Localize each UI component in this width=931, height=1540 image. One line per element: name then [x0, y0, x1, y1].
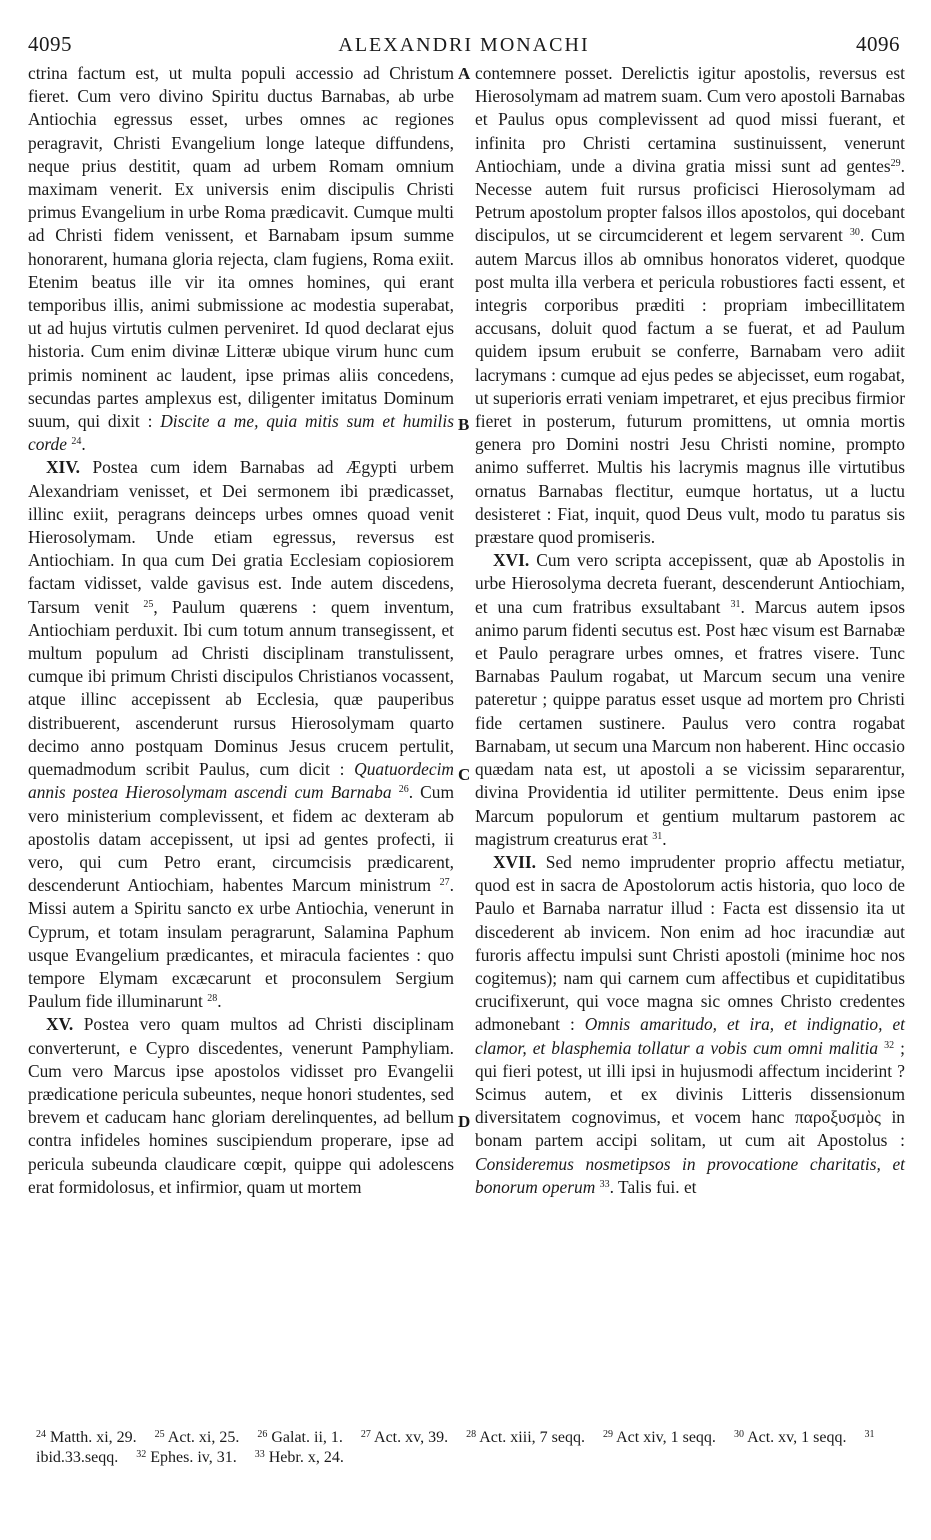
footnote-ref: 32 — [884, 1039, 895, 1051]
margin-marker-c: C — [458, 765, 471, 784]
paragraph: ctrina factum est, ut multa populi accessio ad Christum fieret. Cum vero divino Spiritu ductus Barnabas, ab urbe Antiochia egressus esset, urbes omnes ac regiones peragravit, Christi Evangelium longe lateque diffundens, neque prius destitit, quam ad urbem Romam omnium maximam venerit. Ex universis enim discipulis Christi primus Evangelium in urbe Roma prædicavit. Cumque multi ad Christi fidem venissent, et Barnabam ipsum summe honorarent, humana gloria rejecta, clam fugiens, Roma exiit. Etenim beatus ille vir ita omnes homines, qui erant temporibus illis, animi submissione ac modestia superabat, ut ad hujus virtutis culmen perveniret. Id quod declarat ejus historia. Cum enim divinæ Litteræ ubique virum hunc cum primis nominent ac laudent, ipse primas aliis concedens, secundas partes amplexus est, diligenter imitatus Dominum suum, qui dixit : Discite a me, quia mitis sum et humilis corde $^{24}$. — [28, 63, 454, 455]
footnote-ref: 29 — [890, 157, 901, 169]
footnote-ref: 31 — [730, 598, 741, 610]
section-number: XIV. — [46, 457, 80, 478]
section-xvii: XVII. Sed nemo imprudenter proprio affectu metiatur, quod est in sacra de Apostolorum actis historia, quo loco de Paulo et Barnaba narratur illud : Facta est dissensio ita ut discederent ab invicem. Non enim ad hoc iracundiæ aut furoris affectu impulsi sunt Christi apostoli (minime hoc nos cogitemus); nam qui carnem cum affectibus et cupiditatibus crucifixerunt, qui voce magna sic omnes Christo credentes admonebant : Omnis amaritudo, et ira, et indignatio, et clamor, et blasphemia tollatur a vobis cum omni malitia $^{32}$ ; qui fieri potest, ut illi ipsi in hujusmodi affectum inciderint ? Scimus autem, et ex divinis Litteris dissensionum diversitatem cognovimus, et vocem hanc παροξυσμὸς in bonam partem accipi solitam, ut cum ait Apostolus : Consideremus nosmetipsos in provocatione charitatis, et bonorum operum $^{33}$. Talis fui. et — [475, 851, 905, 1197]
footnote-ref: 31 — [652, 830, 663, 842]
scripture-quote: Quatuordecim annis postea Hierosolymam ascendi cum Barnaba — [28, 759, 454, 803]
margin-marker-b: B — [458, 415, 470, 434]
section-xv: XV. Postea vero quam multos ad Christi disciplinam converterunt, e Cypro discedentes, venerunt Pamphyliam. Cum vero Marcus ipse apostolos vidisset pro Evangelii prædicatione pericula subeuntes, neque honori studentes, sed brevem et caducam hanc gloriam derelinquentes, ad bellum contra infideles homines suscipiendum properare, ipse ad pericula subeunda claudicare cœpit, quippe qui adolescens erat formidolosus, et infirmior, quam ut mortem — [28, 1014, 454, 1197]
scripture-quote: Discite a me, quia mitis sum et humilis corde — [28, 411, 454, 455]
paragraph: contemnere posset. Derelictis igitur apostolis, reversus est Hierosolymam ad matrem suam. Cum vero apostoli Barnabas et Paulus opus complevissent ad quod missi fuerant, et infinita pro Christi certamina sustinuissent, venerunt Antiochiam, unde a divina gratia missi sunt ad gentes$^{29}$. Necesse autem fuit rursus proficisci Hierosolymam ad Petrum apostolum propter falsos illos apostolos, qui docebant discipulos, ut se circumciderent et legem servarent $^{30}$. Cum autem Marcus illos ab omnibus honoratos videret, quodque post multa illa verbera et pericula robustiores facti essent, et integris corporibus præditi : propriam imbecillitatem accusans, doluit quod factum a se fuerat, et ad Paulum quidem ipsum erubuit se conferre, Barnabam vero adiit lacrymans : cumque ad ejus pedes se abjecisset, eum rogabat, ut superioris errati veniam impetraret, et ejus precibus firmior fieret in posterum, futurum promittens, ut omnia mortis genera pro Domini nostri Jesu Christi nomine, prompto animo sufferret. Multis his lacrymis magnus ille virtutibus ornatus Barnabas flectitur, eumque hortatus, ut a luctu desisteret : Fiat, inquit, quod Deus vult, modo tu paratus sis præstare quod promiseris. — [475, 63, 905, 548]
footnote: $^{24}$ Matth. xi, 29. — [36, 1429, 137, 1446]
footnote-ref: 25 — [143, 598, 154, 610]
scripture-quote: Consideremus nosmetipsos in provocatione charitatis, et bonorum operum — [475, 1153, 905, 1197]
footnote: $^{30}$ Act. xv, 1 seqq. — [733, 1429, 847, 1446]
section-number: XV. — [46, 1014, 74, 1035]
section-number: XVII. — [493, 851, 537, 872]
footnote-ref: 26 — [398, 784, 409, 796]
page-header — [28, 32, 900, 62]
footnote-ref: 28 — [207, 993, 218, 1005]
left-column — [28, 62, 454, 1199]
section-xvi: XVI. Cum vero scripta accepissent, quæ ab Apostolis in urbe Hierosolyma decreta fuerant, descenderunt Antiochiam, et una cum fratribus exsultabant $^{31}$. Marcus autem ipsos animo parum fidenti secutus est. Post hæc visum est Barnabæ et Paulo peragrare urbes omnes, et fratres visere. Tunc Barnabas Paulum rogabat, ut Marcum secum una venire pateretur ; quippe paratus esset usque ad mortem pro Christi fide certamen sustinere. Paulus vero contra rogabat Barnabam, ut secum una Marcum non haberent. Hinc occasio quædam nata est, ut apostoli a se vicissim separarentur, divina Providentia id utiliter permittente. Deus enim ipse Marcum populorum et gentium multarum pastorem ac magistrum creaturus erat $^{31}$. — [475, 550, 906, 849]
footnote-ref: 24 — [71, 436, 82, 448]
section-number: XVI. — [493, 550, 530, 571]
footnote-ref: 27 — [439, 877, 450, 889]
footnote: $^{25}$ Act. xi, 25. — [154, 1429, 240, 1446]
page-number-right: 4096 — [856, 32, 900, 56]
footnotes — [36, 1428, 904, 1468]
margin-marker-d: D — [458, 1112, 471, 1131]
scripture-quote: Omnis amaritudo, et ira, et indignatio, et clamor, et blasphemia tollatur a vobis cum omni malitia — [475, 1014, 905, 1058]
footnote: $^{28}$ Act. xiii, 7 seqq. — [466, 1429, 585, 1446]
running-title: ALEXANDRI MONACHI — [338, 34, 590, 56]
footnote: $^{31}$ ibid.33.seqq. — [36, 1429, 875, 1466]
right-column — [475, 62, 905, 1199]
footnote: $^{27}$ Act. xv, 39. — [360, 1429, 449, 1446]
footnote: $^{26}$ Galat. ii, 1. — [257, 1429, 343, 1446]
margin-marker-a: A — [458, 64, 471, 83]
footnote-ref: 30 — [849, 227, 860, 239]
footnote: $^{32}$ Ephes. iv, 31. — [136, 1449, 237, 1466]
footnote: $^{33}$ Hebr. x, 24. — [254, 1449, 344, 1466]
section-xiv: XIV. Postea cum idem Barnabas ad Ægypti urbem Alexandriam venisset, et Dei sermonem ibi prædicasset, illinc exiit, peragrans deinceps urbes omnes quoad venit Hierosolymam. Unde etiam egressus, reversus est Antiochiam. In qua cum Dei gratia Ecclesiam copiosiorem factam vidisset, valde gavisus est. Inde autem discedens, Tarsum venit $^{25}$, Paulum quærens : quem inventum, Antiochiam perduxit. Ibi cum totum annum transegissent, et multum populum ad Christi disciplinam transtulissent, cumque ibi primum Christi discipulos Christianos vocassent, atque illinc accepissent ab Ecclesia, quæ pauperibus distribuerent, ascenderunt rursus Hierosolymam quarto decimo anno postquam Dominus Jesus crucem pertulit, quemadmodum scribit Paulus, cum dicit : Quatuordecim annis postea Hierosolymam ascendi cum Barnaba $^{26}$. Cum vero ministerium complevissent, et fidem ac dexteram ab apostolis datam accepissent, ut ipsi ad gentes profecti, ii vero, qui cum Petro erant, circumcisis prædicarent, descenderunt Antiochiam, habentes Marcum ministrum $^{27}$. Missi autem a Spiritu sancto ex urbe Antiochia, venerunt in Cyprum, et totam insulam peragrarunt, Salamina Paphum usque Evangelium prædicantes, et miracula facientes : quo tempore Elymam excæcarunt et proconsulem Sergium Paulum fide illuminarunt $^{28}$. — [28, 457, 454, 1012]
footnote: $^{29}$ Act xiv, 1 seqq. — [602, 1429, 716, 1446]
footnote-ref: 33 — [599, 1178, 610, 1190]
page-number-left: 4095 — [28, 32, 72, 56]
